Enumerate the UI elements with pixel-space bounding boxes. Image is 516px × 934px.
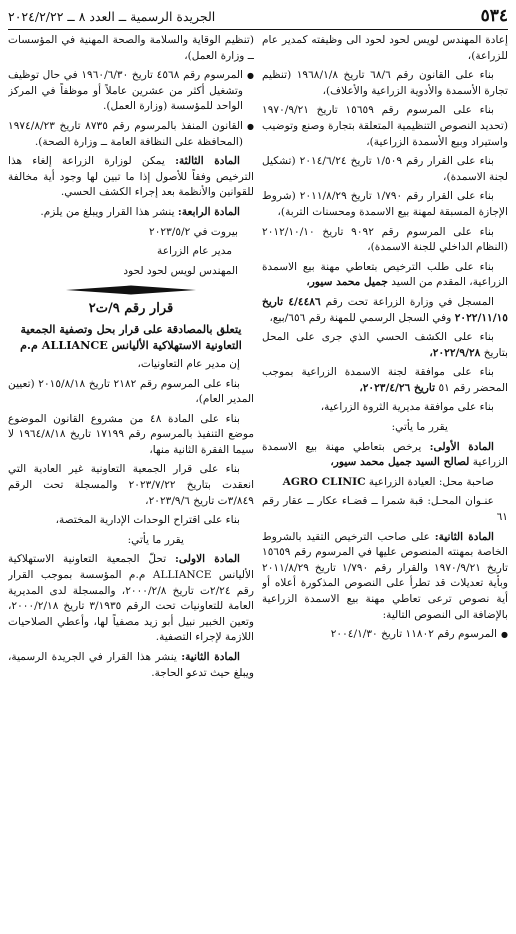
decision-title: قرار رقم ٩/ت٢ bbox=[88, 301, 174, 317]
page-number: ٥٣٤ bbox=[480, 6, 508, 26]
header-rule bbox=[8, 29, 508, 30]
list-item: ● المرسوم رقم ٤٥٦٨ تاريخ ١٩٦٠/٦/٣٠ في حال توظيف وتشغيل أكثر من عشرين عاملاً أو موظفاً في المركز الواحد للمؤسسة (وزارة العمل). bbox=[8, 68, 254, 115]
paragraph: بناء على قرار الجمعية التعاونية غير العادية التي انعقدت بتاريخ ٢٠٢٣/٧/٢٢ والمسجلة تحت الرقم ٣/٨٤٩ت تاريخ ٢٠٢٣/٩/٦، bbox=[8, 463, 254, 507]
text: ينشر هذا القرار ويبلغ من يلزم. bbox=[40, 205, 178, 218]
paragraph: إعادة المهندس لويس لحود لحود الى وظيفته كمدير عام للزراعة)، bbox=[262, 34, 508, 62]
article-2 bbox=[8, 650, 254, 681]
paragraph bbox=[262, 365, 508, 396]
paragraph: بناء على القانون رقم ٦٨/٦ تاريخ ١٩٦٨/١/٨ (تنظيم تجارة الأسمدة والأدوية الزراعية والأعلاف)، bbox=[262, 69, 508, 97]
inspection-date: ٢٠٢٢/٩/٢٨، bbox=[429, 346, 481, 359]
paragraph: بناء على المرسوم رقم ١٥٦٥٩ تاريخ ١٩٧٠/٩/٢١ (تحديد النصوص التنظيمية المتعلقة بتجارة وصنع وتوضيب واستيراد وبيع الأسمدة الزراعية)، bbox=[262, 104, 508, 148]
article-label: المادة الثانية: bbox=[181, 651, 240, 663]
page-header bbox=[8, 6, 508, 28]
article-1 bbox=[8, 552, 254, 646]
licensee-name: لصالح السيد جميل محمد سيور، bbox=[330, 456, 470, 469]
column-gutter bbox=[254, 33, 262, 926]
signature-role: مدير عام الزراعة bbox=[157, 245, 232, 258]
article-2 bbox=[262, 530, 508, 624]
article-label: المادة الثانية: bbox=[434, 530, 494, 543]
publication-title: الجريدة الرسمية ــ العدد ٨ ــ ٢٠٢٤/٢/٢٢ bbox=[8, 9, 216, 24]
left-column bbox=[8, 33, 254, 926]
minutes-date: تاريخ ٢٠٢٣/٤/٢٦، bbox=[359, 381, 436, 394]
text: تحلّ الجمعية التعاونية الاستهلاكية الأليانس ALLIANCE م.م المؤسسة بموجب القرار رقم ٢/٢٤ت تاريخ ٢٠٠٠/٢/٨، والمسجلة لدى المديرية العامة للتعاونيات تحت الرقم ٣/١٩٣٥ تاريخ ٢٠٠٠/٢/١٨، وتعين الخبير نبيل أبو زيد مصفياً لها، وأعطي الصلاحيات اللازمة لإجراء التصفية. bbox=[8, 553, 254, 644]
shop-name: AGRO CLINIC bbox=[282, 475, 366, 488]
paragraph: بناء على القرار رقم ١/٧٩٠ تاريخ ٢٠١١/٨/٢٩ (شروط الإجازة المسبقة لمهنة بيع الاسمدة ومحسنات التربة)، bbox=[262, 190, 508, 218]
article-label: المادة الأولى: bbox=[429, 440, 494, 453]
paragraph bbox=[262, 260, 508, 291]
decides-heading: يقرر ما يأتي: bbox=[391, 421, 448, 434]
paragraph: بناء على اقتراح الوحدات الإدارية المختصة، bbox=[55, 514, 240, 527]
paragraph: (تنظيم الوقاية والسلامة والصحة المهنية في المؤسسات ــ وزارة العمل)، bbox=[8, 34, 254, 62]
article-3 bbox=[8, 154, 254, 201]
article-label: المادة الاولى: bbox=[175, 553, 240, 566]
text-columns bbox=[8, 33, 508, 926]
decision-subject: يتعلق بالمصادقة على قرار بحل وتصفية الجمعية التعاونية الاستهلاكية الأليانس ALLIANCE م.م bbox=[20, 321, 242, 352]
paragraph: بناء على المرسوم رقم ٩٠٩٢ تاريخ ٢٠١٢/١٠/١٠ (النظام الداخلي للجنة الاسمدة)، bbox=[262, 225, 508, 254]
paragraph bbox=[262, 330, 508, 361]
text: المسجل في وزارة الزراعة تحت رقم bbox=[320, 295, 494, 308]
paragraph: بناء على المادة ٤٨ من مشروع القانون الموضوع موضع التنفيذ بالمرسوم رقم ١٧١٩٩ تاريخ ١٩٦٤/٨/١٨ لا سيما الفقرة الثانية منها، bbox=[8, 412, 254, 456]
text: بناء على طلب الترخيص بتعاطي مهنة بيع الاسمدة الزراعية، المقدم من السيد bbox=[262, 260, 508, 289]
signature-name: المهندس لويس لحود لحود bbox=[123, 264, 238, 277]
text: على صاحب الترخيص التقيد بالشروط الخاصة بمهنته المنصوص عليها في المرسوم رقم ١٥٦٥٩ تاريخ ١٩٧٠/٩/٢١ والقرار رقم ١/٧٩٠ تاريخ ٢٠١١/٨/٢٩ وبأية تعديلات قد تطرأ على النصوص المذكورة أعلاه أو أية نصوص ترعى تعاطي مهنة بيع الاسمدة الزراعية بالإضافة الى النصوص التالية: bbox=[262, 530, 508, 621]
diamond-rule-icon bbox=[66, 285, 196, 295]
list-item: ● المرسوم رقم ١١٨٠٢ تاريخ ٢٠٠٤/١/٣٠ bbox=[262, 627, 508, 643]
address-line: عنـوان المحـل: قبة شمرا ــ قضـاء عكار ــ عقار رقم ٦١ bbox=[262, 495, 508, 524]
right-column bbox=[262, 33, 508, 926]
text: بناء على موافقة لجنة الاسمدة الزراعية بموجب المحضر رقم ٥١ bbox=[262, 366, 508, 394]
text: وفي السجل الرسمي للمهنة رقم ٦٥٦/بيع، bbox=[269, 311, 455, 324]
article-label: المادة الثالثة: bbox=[175, 155, 240, 168]
paragraph: بناء على القرار رقم ١/٥٠٩ تاريخ ٢٠١٤/٦/٢٤ (تشكيل لجنة الاسمدة)، bbox=[262, 155, 508, 183]
paragraph: إن مدير عام التعاونيات، bbox=[137, 357, 240, 370]
applicant-name: جميل محمد سيور، bbox=[306, 276, 388, 289]
text: يرخص بتعاطي مهنة بيع الاسمدة الزراعية bbox=[262, 440, 508, 469]
decides-heading: يقرر ما يأتي: bbox=[127, 533, 184, 546]
paragraph: بناء على المرسوم رقم ٢١٨٢ تاريخ ٢٠١٥/٨/١٨ (تعيين المدير العام)، bbox=[8, 377, 254, 406]
text: ينشر هذا القرار في الجريدة الرسمية، ويبلغ حيث تدعو الحاجة. bbox=[8, 651, 254, 679]
text: صاحبة محل: العيادة الزراعية bbox=[365, 475, 494, 488]
article-label: المادة الرابعة: bbox=[177, 205, 240, 218]
article-4 bbox=[8, 205, 254, 221]
article-1 bbox=[262, 440, 508, 471]
registration-number: ٤/٤٤٨٦ تاريخ ٢٠٢٢/١١/١٥ bbox=[262, 295, 508, 324]
list-item: ● القانون المنفذ بالمرسوم رقم ٨٧٣٥ تاريخ ١٩٧٤/٨/٢٣ (المحافظة على النظافة العامة ــ وزارة الصحة). bbox=[8, 119, 254, 150]
signature-place-date: بيروت في ٢٠٢٣/٥/٢ bbox=[149, 225, 238, 238]
text: يمكن لوزارة الزراعة إلغاء هذا الترخيص وفقاً للأصول إذا ما تبين لها وجود أية مخالفة للقوانين والأنظمة بعد إجراء الكشف الحسي. bbox=[8, 155, 254, 199]
text: بناء على الكشف الحسي الذي جرى على المحل بتاريخ bbox=[262, 331, 508, 359]
paragraph bbox=[262, 295, 508, 326]
shop-line bbox=[262, 475, 508, 491]
paragraph: بناء على موافقة مديرية الثروة الزراعية، bbox=[320, 401, 494, 414]
section-separator bbox=[8, 285, 254, 295]
